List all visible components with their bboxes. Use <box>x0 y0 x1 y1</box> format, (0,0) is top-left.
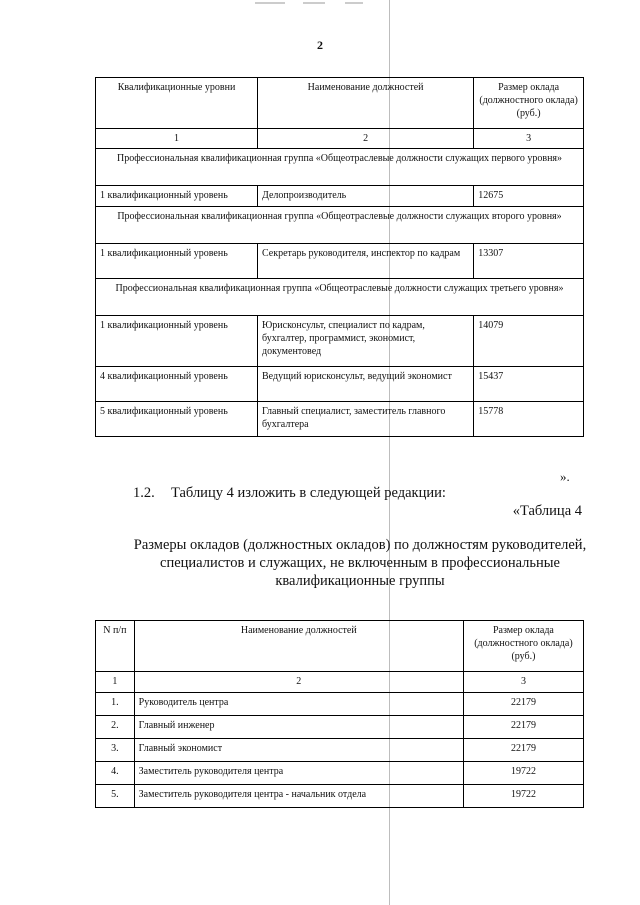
group-title-row <box>96 207 584 244</box>
column-number: 2 <box>134 672 463 693</box>
table-row <box>96 316 584 367</box>
salary-value: 15437 <box>474 367 584 402</box>
group-title: Профессиональная квалификационная группа «Общеотраслевые должности служащих первого уровня» <box>96 149 584 186</box>
salary-value: 22179 <box>463 716 583 739</box>
position-names: Главный специалист, заместитель главного бухгалтера <box>258 402 474 437</box>
header-position-names: Наименование должностей <box>134 621 463 672</box>
salary-value: 12675 <box>474 186 584 207</box>
salary-value: 13307 <box>474 244 584 279</box>
header-salary: Размер оклада (должностного оклада) (руб.) <box>463 621 583 672</box>
table-header-row <box>96 78 584 129</box>
position-names: Юрисконсульт, специалист по кадрам, бухгалтер, программист, экономист, документовед <box>258 316 474 367</box>
qualification-level: 1 квалификационный уровень <box>96 186 258 207</box>
column-number: 3 <box>463 672 583 693</box>
header-salary: Размер оклада (должностного оклада) (руб.) <box>474 78 584 129</box>
column-number: 2 <box>258 129 474 149</box>
paragraph-number: 1.2. <box>133 485 155 501</box>
salary-value: 15778 <box>474 402 584 437</box>
table-row <box>96 367 584 402</box>
position-name: Заместитель руководителя центра - начальник отдела <box>134 785 463 808</box>
qualification-level: 4 квалификационный уровень <box>96 367 258 402</box>
paragraph-text: Таблицу 4 изложить в следующей редакции: <box>171 485 446 501</box>
scan-artifact <box>255 0 375 8</box>
qualification-level: 1 квалификационный уровень <box>96 316 258 367</box>
position-name: Главный инженер <box>134 716 463 739</box>
group-title-row <box>96 149 584 186</box>
table-title: Размеры окладов (должностных окладов) по должностям руководителей, специалистов и служащих, не включенным в профессиональные квалификационные группы <box>133 537 587 589</box>
row-number: 1. <box>96 693 135 716</box>
column-number-row <box>96 129 584 149</box>
amendment-paragraph <box>133 485 446 502</box>
column-number: 1 <box>96 672 135 693</box>
header-qualification-levels: Квалификационные уровни <box>96 78 258 129</box>
position-name: Руководитель центра <box>134 693 463 716</box>
table-row <box>96 693 584 716</box>
salary-value: 22179 <box>463 693 583 716</box>
group-title: Профессиональная квалификационная группа «Общеотраслевые должности служащих третьего уровня» <box>96 279 584 316</box>
row-number: 3. <box>96 739 135 762</box>
closing-quote: ». <box>560 469 570 484</box>
group-title: Профессиональная квалификационная группа «Общеотраслевые должности служащих второго уровня» <box>96 207 584 244</box>
row-number: 5. <box>96 785 135 808</box>
position-names: Секретарь руководителя, инспектор по кадрам <box>258 244 474 279</box>
table-row <box>96 402 584 437</box>
column-number: 3 <box>474 129 584 149</box>
page-number: 2 <box>317 38 323 52</box>
salary-value: 14079 <box>474 316 584 367</box>
position-names: Ведущий юрисконсульт, ведущий экономист <box>258 367 474 402</box>
position-name: Заместитель руководителя центра <box>134 762 463 785</box>
row-number: 4. <box>96 762 135 785</box>
position-names: Делопроизводитель <box>258 186 474 207</box>
qualification-level: 5 квалификационный уровень <box>96 402 258 437</box>
table-row <box>96 785 584 808</box>
position-name: Главный экономист <box>134 739 463 762</box>
table-row <box>96 186 584 207</box>
table-row <box>96 716 584 739</box>
header-position-names: Наименование должностей <box>258 78 474 129</box>
table-row <box>96 762 584 785</box>
column-number-row <box>96 672 584 693</box>
table-header-row <box>96 621 584 672</box>
salary-value: 19722 <box>463 785 583 808</box>
header-number: N п/п <box>96 621 135 672</box>
salary-value: 22179 <box>463 739 583 762</box>
salary-table-other-positions <box>95 620 584 808</box>
salary-value: 19722 <box>463 762 583 785</box>
column-number: 1 <box>96 129 258 149</box>
table-row <box>96 244 584 279</box>
qualification-level: 1 квалификационный уровень <box>96 244 258 279</box>
table-label: «Таблица 4 <box>512 503 582 519</box>
table-row <box>96 739 584 762</box>
salary-table-qualification-groups <box>95 77 584 437</box>
row-number: 2. <box>96 716 135 739</box>
group-title-row <box>96 279 584 316</box>
